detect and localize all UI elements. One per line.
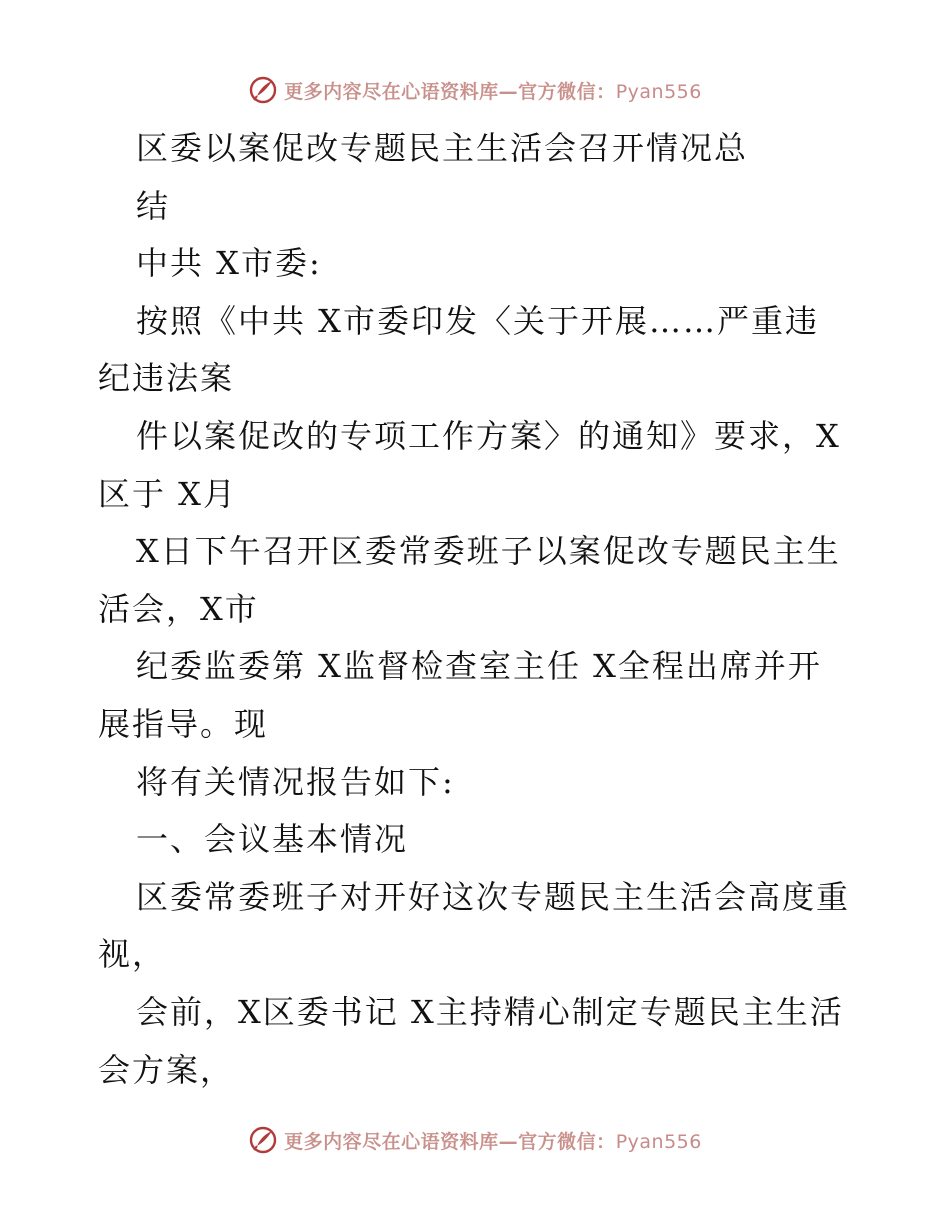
document-body	[98, 120, 888, 1099]
watermark-text: 更多内容尽在心语资料库—官方微信：Pyan556	[284, 80, 702, 103]
text-line: 结	[136, 186, 171, 225]
footer-watermark	[0, 1120, 950, 1160]
quill-logo-icon	[248, 75, 278, 105]
text-line: 件以案促改的专项工作方案〉的通知》要求，X	[136, 416, 841, 455]
quill-logo-icon	[248, 1125, 278, 1155]
text-line: 区委常委班子对开好这次专题民主生活会高度重	[136, 877, 851, 916]
text-line: X日下午召开区委常委班子以案促改专题民主生	[136, 532, 841, 571]
text-line: 按照《中共 X市委印发〈关于开展……严重违	[136, 301, 819, 340]
text-line: 纪委监委第 X监督检查室主任 X全程出席并开	[136, 647, 822, 686]
text-line: 纪违法案	[98, 359, 235, 398]
text-line: 区于 X月	[98, 474, 237, 513]
text-line: 一、会议基本情况	[136, 820, 409, 859]
header-watermark	[0, 70, 950, 110]
watermark-text: 更多内容尽在心语资料库—官方微信：Pyan556	[284, 1130, 702, 1153]
text-line: 会前，X区委书记 X主持精心制定专题民主生活	[136, 992, 844, 1031]
text-line: 展指导。现	[98, 704, 269, 743]
text-line: 中共 X市委:	[136, 244, 322, 283]
text-line: 活会，X市	[98, 589, 259, 628]
text-line: 区委以案促改专题民主生活会召开情况总	[136, 129, 749, 167]
text-line: 视，	[98, 935, 167, 974]
text-line: 将有关情况报告如下:	[136, 762, 455, 801]
text-line: 会方案，	[98, 1050, 235, 1089]
